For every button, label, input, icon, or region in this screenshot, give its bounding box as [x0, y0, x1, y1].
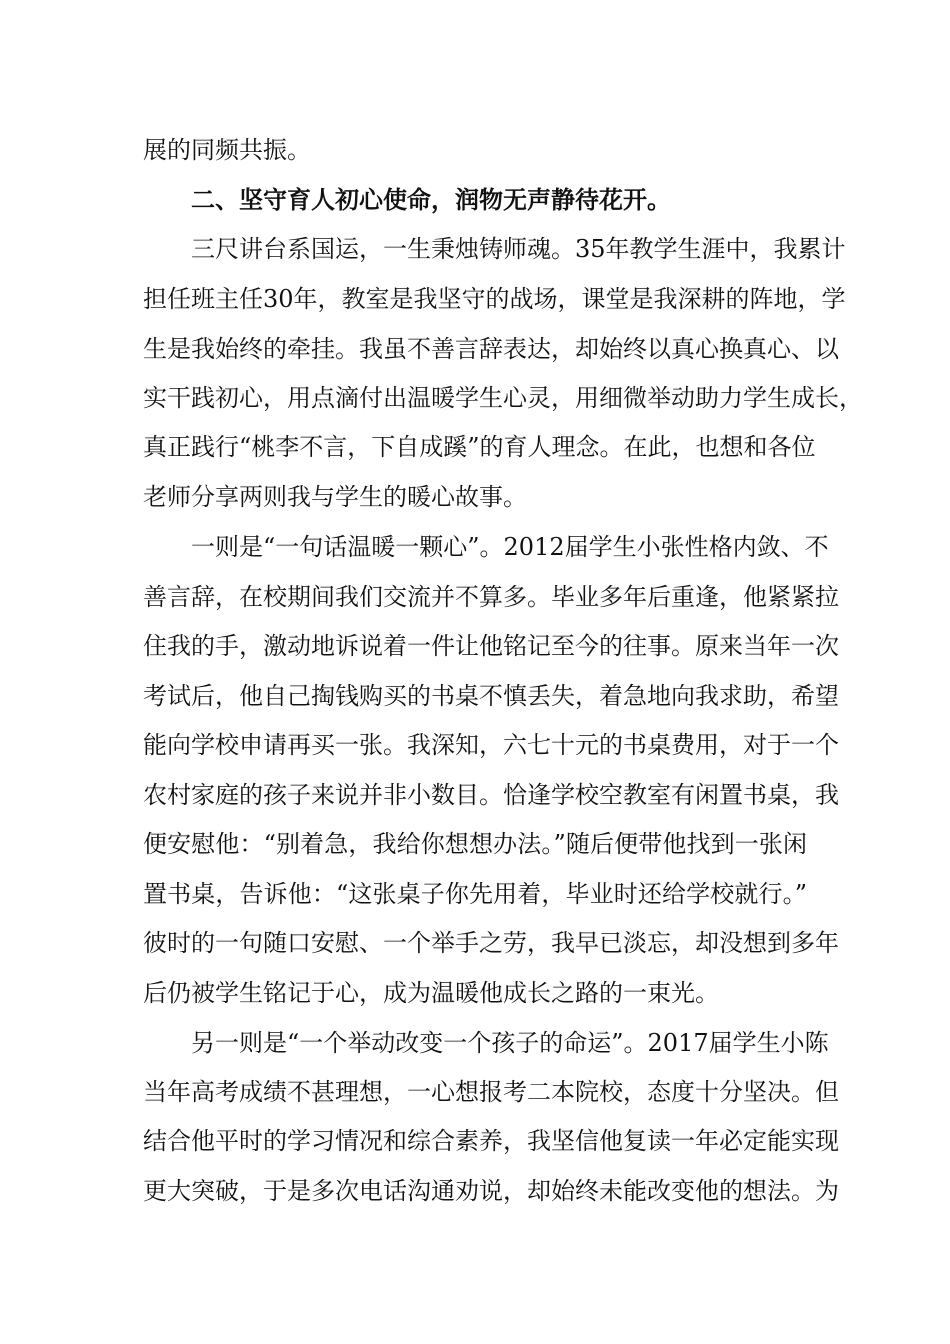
paragraph-line: 结合他平时的学习情况和综合素养，我坚信他复读一年必定能实现: [143, 1127, 839, 1155]
paragraph-line: 三尺讲台系国运，一生秉烛铸师魂。35年教学生涯中，我累计: [191, 235, 846, 263]
section-heading: 二、坚守育人初心使命，润物无声静待花开。: [191, 186, 671, 214]
paragraph-line: 考试后，他自己掏钱购买的书桌不慎丢失，着急地向我求助，希望: [143, 682, 839, 710]
paragraph-line: 农村家庭的孩子来说并非小数目。恰逢学校空教室有闲置书桌，我: [143, 781, 839, 809]
paragraph-line: 彼时的一句随口安慰、一个举手之劳，我早已淡忘，却没想到多年: [143, 929, 839, 957]
paragraph-line: 善言辞，在校期间我们交流并不算多。毕业多年后重逢，他紧紧拉: [143, 583, 839, 611]
paragraph-line: 便安慰他：“别着急，我给你想想办法。”随后便带他找到一张闲: [143, 830, 807, 858]
paragraph-line: 住我的手，激动地诉说着一件让他铭记至今的往事。原来当年一次: [143, 632, 839, 660]
paragraph-line: 展的同频共振。: [143, 136, 311, 164]
paragraph-line: 当年高考成绩不甚理想，一心想报考二本院校，态度十分坚决。但: [143, 1078, 839, 1106]
paragraph-line: 老师分享两则我与学生的暖心故事。: [143, 483, 527, 511]
paragraph-line: 后仍被学生铭记于心，成为温暖他成长之路的一束光。: [143, 979, 719, 1007]
paragraph-line: 更大突破，于是多次电话沟通劝说，却始终未能改变他的想法。为: [143, 1177, 839, 1205]
paragraph-line: 一则是“一句话温暖一颗心”。2012届学生小张性格内敛、不: [191, 533, 829, 561]
paragraph-line: 能向学校申请再买一张。我深知，六七十元的书桌费用，对于一个: [143, 731, 839, 759]
paragraph-line: 真正践行“桃李不言，下自成蹊”的育人理念。在此，也想和各位: [143, 433, 816, 461]
paragraph-line: 生是我始终的牵挂。我虽不善言辞表达，却始终以真心换真心、以: [143, 335, 839, 363]
paragraph-line: 另一则是“一个举动改变一个孩子的命运”。2017届学生小陈: [191, 1029, 829, 1057]
paragraph-line: 担任班主任30年，教室是我坚守的战场，课堂是我深耕的阵地，学: [143, 285, 846, 313]
paragraph-line: 置书桌，告诉他：“这张桌子你先用着，毕业时还给学校就行。”: [143, 880, 807, 908]
paragraph-line: 实干践初心，用点滴付出温暖学生心灵，用细微举动助力学生成长，: [143, 384, 863, 412]
